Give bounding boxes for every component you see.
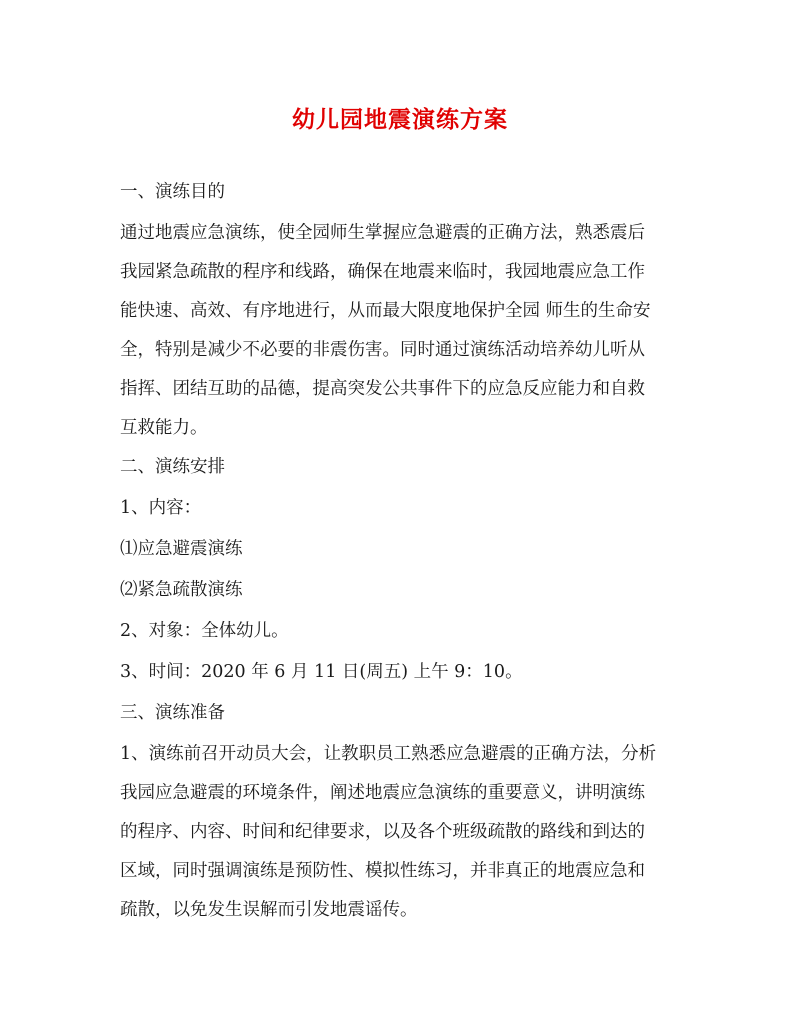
section-heading-arrangement: 二、演练安排 [120,457,225,477]
paragraph-line: 能快速、高效、有序地进行，从而最大限度地保护全园 师生的生命安 [120,301,651,321]
document-body [120,174,680,931]
paragraph-line: 我园应急避震的环境条件，阐述地震应急演练的重要意义，讲明演练 [120,783,645,803]
section-heading-preparation: 三、演练准备 [120,703,225,723]
list-item-content: 1、内容： [120,498,202,518]
paragraph-line: 1、演练前召开动员大会，让教职员工熟悉应急避震的正确方法，分析 [120,744,657,764]
paragraph-purpose [120,215,680,449]
list-item-time: 3、时间：2020 年 6 月 11 日(周五) 上午 9：10。 [120,662,523,682]
paragraph-line: 我园紧急疏散的程序和线路，确保在地震来临时，我园地震应急工作 [120,262,645,282]
paragraph-preparation [120,736,680,931]
document-title: 幼儿园地震演练方案 [292,106,508,133]
list-subitem-shelter-drill: ⑴应急避震演练 [120,539,243,559]
paragraph-line: 互救能力。 [120,418,208,438]
paragraph-line: 区域，同时强调演练是预防性、模拟性练习，并非真正的地震应急和 [120,861,645,881]
paragraph-line: 指挥、团结互助的品德，提高突发公共事件下的应急反应能力和自救 [120,379,645,399]
list-item-audience: 2、对象：全体幼儿。 [120,621,289,641]
paragraph-line: 全，特别是减少不必要的非震伤害。同时通过演练活动培养幼儿听从 [120,340,645,360]
paragraph-line: 通过地震应急演练，使全园师生掌握应急避震的正确方法，熟悉震后 [120,223,645,243]
section-heading-purpose: 一、演练目的 [120,182,225,202]
paragraph-line: 的程序、内容、时间和纪律要求，以及各个班级疏散的路线和到达的 [120,822,645,842]
list-subitem-evacuation-drill: ⑵紧急疏散演练 [120,580,243,600]
paragraph-line: 疏散，以免发生误解而引发地震谣传。 [120,900,418,920]
